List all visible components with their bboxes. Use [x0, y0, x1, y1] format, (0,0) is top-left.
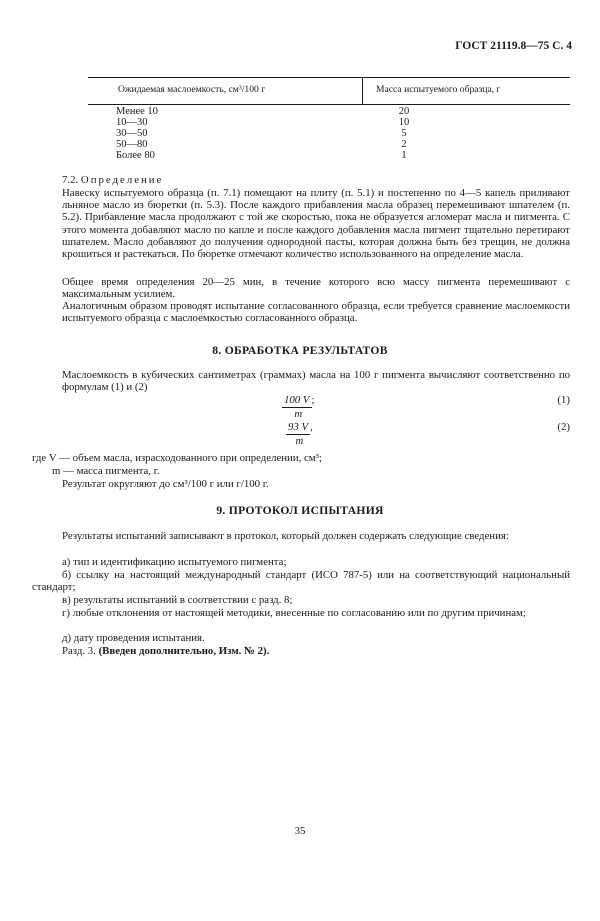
formula-1-numerator: 100 V	[282, 394, 312, 408]
paragraph-duration	[62, 276, 570, 300]
list-item: д) дату проведения испытания.	[62, 632, 205, 644]
formula-2-numerator: 93 V	[286, 421, 310, 435]
amendment-ref: Разд. 3.	[62, 645, 96, 657]
formula-1-denominator: m	[294, 408, 303, 421]
table-column-divider	[362, 77, 363, 104]
formula-1-number: (1)	[557, 394, 570, 406]
paragraph-formulas-intro: Маслоемкость в кубических сантиметрах (граммах) масла на 100 г пигмента вычисляют соответственно по формулам (1) и (2)	[62, 369, 570, 394]
table-header-rule	[88, 104, 570, 105]
table-cell: 10	[398, 117, 410, 128]
list-item: а) тип и идентификацию испытуемого пигмента;	[62, 556, 287, 568]
page-header: ГОСТ 21119.8—75 С. 4	[455, 40, 572, 52]
list-item: б) ссылку на настоящий международный стандарт (ИСО 787-5) или на соответствующий национальный стандарт;	[32, 569, 570, 594]
table-row: Более 80	[116, 150, 155, 161]
formula-2: 93 V , m	[288, 421, 313, 448]
table-cell: 1	[401, 150, 407, 161]
page-number: 35	[294, 825, 306, 837]
formula-2-denominator: m	[295, 435, 304, 448]
where-mass: m — масса пигмента, г.	[52, 465, 160, 477]
section-title: Определение	[80, 174, 164, 186]
formula-1: 100 V ; m	[284, 394, 315, 421]
table-row: 10—30	[116, 117, 148, 128]
table-cell: 5	[401, 128, 407, 139]
paragraph-procedure: Навеску испытуемого образца (п. 7.1) помещают на плиту (п. 5.1) и постепенно по 4—5 капель приливают льняное масло из бюретки (п. 5.3). После каждого прибавления масла образец перемешивают шпателем (п. 5.2). Прибавление масла продолжают с той же скоростью, пока не образуется агломерат масла и пигмента. С этого момента добавляют масло по капле и после каждого добавления масла пигмент тщательно перетирают шпателем. Масло добавляют до получения однородной пасты, которая должна быть без трещин, не должна крошиться и растекаться. По бюретке отмечают количество использованного на определение масла.	[62, 187, 570, 261]
table-cell: 2	[401, 139, 407, 150]
where-volume: где V — объем масла, израсходованного при определении, см³;	[32, 452, 322, 464]
paragraph-protocol-intro: Результаты испытаний записывают в протокол, который должен содержать следующие сведения:	[62, 530, 509, 542]
table-row: Менее 10	[116, 106, 158, 117]
table-header-oil-absorption: Ожидаемая маслоемкость, см³/100 г	[118, 84, 266, 95]
table-row: 50—80	[116, 139, 148, 150]
list-item: в) результаты испытаний в соответствии с разд. 8;	[62, 594, 293, 606]
amendment-text: (Введен дополнительно, Изм. № 2).	[98, 645, 270, 657]
section-7-2-heading	[62, 174, 163, 186]
section-number: 7.2.	[62, 174, 79, 186]
formula-2-number: (2)	[557, 421, 570, 433]
table-cell: 20	[398, 106, 410, 117]
list-item: г) любые отклонения от настоящей методики, внесенные по согласованию или по другим причинам;	[62, 607, 526, 619]
paragraph-comparison: Аналогичным образом проводят испытание согласованного образца, если требуется сравнение маслоемкости испытуемого образца с маслоемкостью согласованного образца.	[62, 300, 570, 325]
section-8-title: 8. ОБРАБОТКА РЕЗУЛЬТАТОВ	[212, 344, 388, 357]
amendment-note	[62, 645, 269, 657]
table-row: 30—50	[116, 128, 148, 139]
table-header-sample-mass: Масса испытуемого образца, г	[376, 84, 501, 95]
table-top-rule	[88, 77, 570, 78]
paragraph-duration-text: Общее время определения 20—25 мин, в течение которого всю массу пигмента перемешивают с максимальным усилием.	[62, 276, 570, 301]
paragraph-rounding: Результат округляют до см³/100 г или г/100 г.	[62, 478, 269, 490]
section-9-title: 9. ПРОТОКОЛ ИСПЫТАНИЯ	[216, 504, 384, 517]
